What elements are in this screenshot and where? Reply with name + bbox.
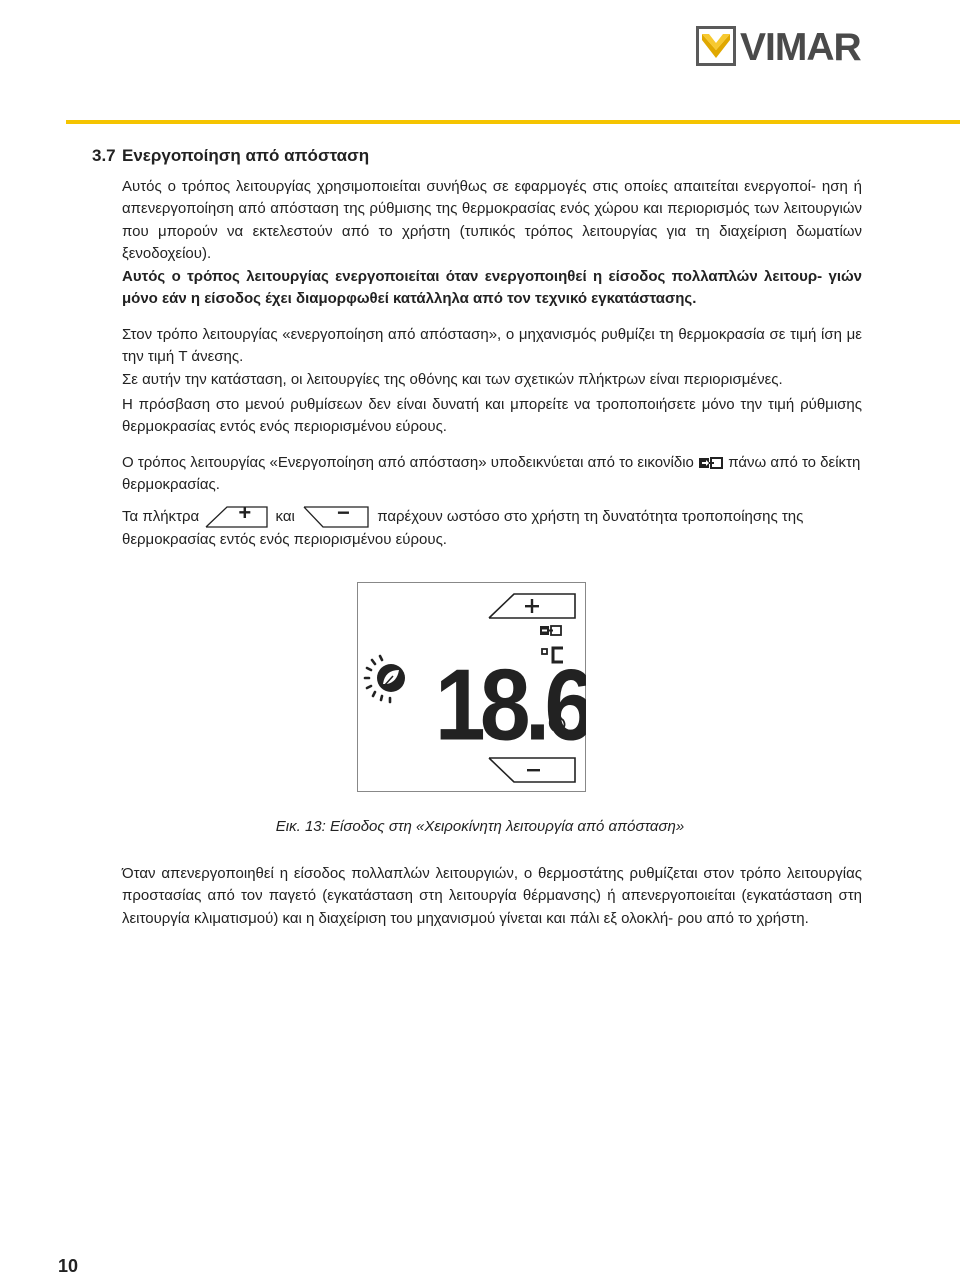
page-number: 10	[58, 1256, 79, 1276]
vimar-logo-icon	[696, 26, 736, 66]
remote-activation-icon	[698, 455, 724, 471]
paragraph-intro: Αυτός ο τρόπος λειτουργίας χρησιμοποιείται συνήθως σε εφαρμογές στις οποίες απαιτείται ενεργοποί- ηση ή απενεργοποίηση από απόσταση της ρύθμισης της θερμοκρασίας ενός χώρου και περιορισμός των λειτουργιών που μπορούν να εκτελεστούν από το χρήστη (τυπικός τρόπος λειτουργίας για τη διαχείριση δωματίων ξενοδοχείου).	[122, 178, 862, 262]
thermostat-display-figure	[357, 582, 586, 792]
section-title: Ενεργοποίηση από απόσταση	[122, 146, 370, 165]
paragraph-deactivation: Όταν απενεργοποιηθεί η είσοδος πολλαπλών λειτουργιών, ο θερμοστάτης ρυθμίζεται στον τρόπο λειτουργίας προστασίας από τον παγετό (εγκατάσταση στη λειτουργία θέρμανσης) ή απενεργοποιείται (εγκατάσταση στη λειτουργία κλιματισμού) και η διαχείριση του μηχανισμού γίνεται και πάλι εξ ολοκλή- ρου από το χρήστη.	[122, 865, 862, 927]
plus-key-icon	[205, 500, 269, 529]
display-temperature: 18.6	[434, 649, 586, 762]
paragraph-limited-functions: Σε αυτήν την κατάσταση, οι λειτουργίες της οθόνης και των σχετικών πλήκτρων είναι περιορισμένες.	[122, 371, 783, 388]
icon-indication-text-a: Ο τρόπος λειτουργίας «Ενεργοποίηση από απόσταση» υποδεικνύεται από το εικονίδιο	[122, 454, 694, 471]
keys-text-b: και	[275, 507, 295, 525]
figure-caption: Εικ. 13: Είσοδος στη «Χειροκίνητη λειτουργία από απόσταση»	[275, 818, 685, 835]
paragraph-remote-mode: Στον τρόπο λειτουργίας «ενεργοποίηση από απόσταση», ο μηχανισμός ρυθμίζει τη θερμοκρασία σε τιμή ίση με την τιμή T άνεσης.	[122, 326, 862, 366]
vimar-logo	[696, 26, 866, 70]
paragraph-activation: Αυτός ο τρόπος λειτουργίας ενεργοποιείται όταν ενεργοποιηθεί η είσοδος πολλαπλών λειτουρ- γιών μόνο εάν η είσοδος έχει διαμορφωθεί κατάλληλα από τον τεχνικό εγκατάστασης.	[122, 268, 862, 308]
minus-key-label: −	[337, 500, 350, 525]
paragraph-settings-access: Η πρόσβαση στο μενού ρυθμίσεων δεν είναι δυνατή και μπορείτε να τροποποιήσετε μόνο την τιμή ρύθμισης θερμοκρασίας εντός ενός περιορισμένου εύρους.	[122, 396, 862, 436]
section-heading	[92, 145, 369, 167]
icon-indication-text-b: πάνω από το δείκτη θερμοκρασίας.	[122, 454, 861, 494]
paragraph-icon-indication	[122, 452, 862, 497]
header-rule	[66, 120, 960, 124]
plus-key-label: +	[238, 500, 252, 525]
paragraph-keys	[122, 500, 862, 551]
brand-name: VIMAR	[740, 26, 861, 69]
minus-key-icon	[303, 500, 369, 529]
keys-text-a: Τα πλήκτρα	[122, 507, 200, 525]
section-number: 3.7	[92, 146, 116, 165]
keys-text-c: παρέχουν ωστόσο στο χρήστη τη δυνατότητα τροποποίησης της θερμοκρασίας εντός ενός περιορισμένου εύρους.	[122, 507, 804, 548]
